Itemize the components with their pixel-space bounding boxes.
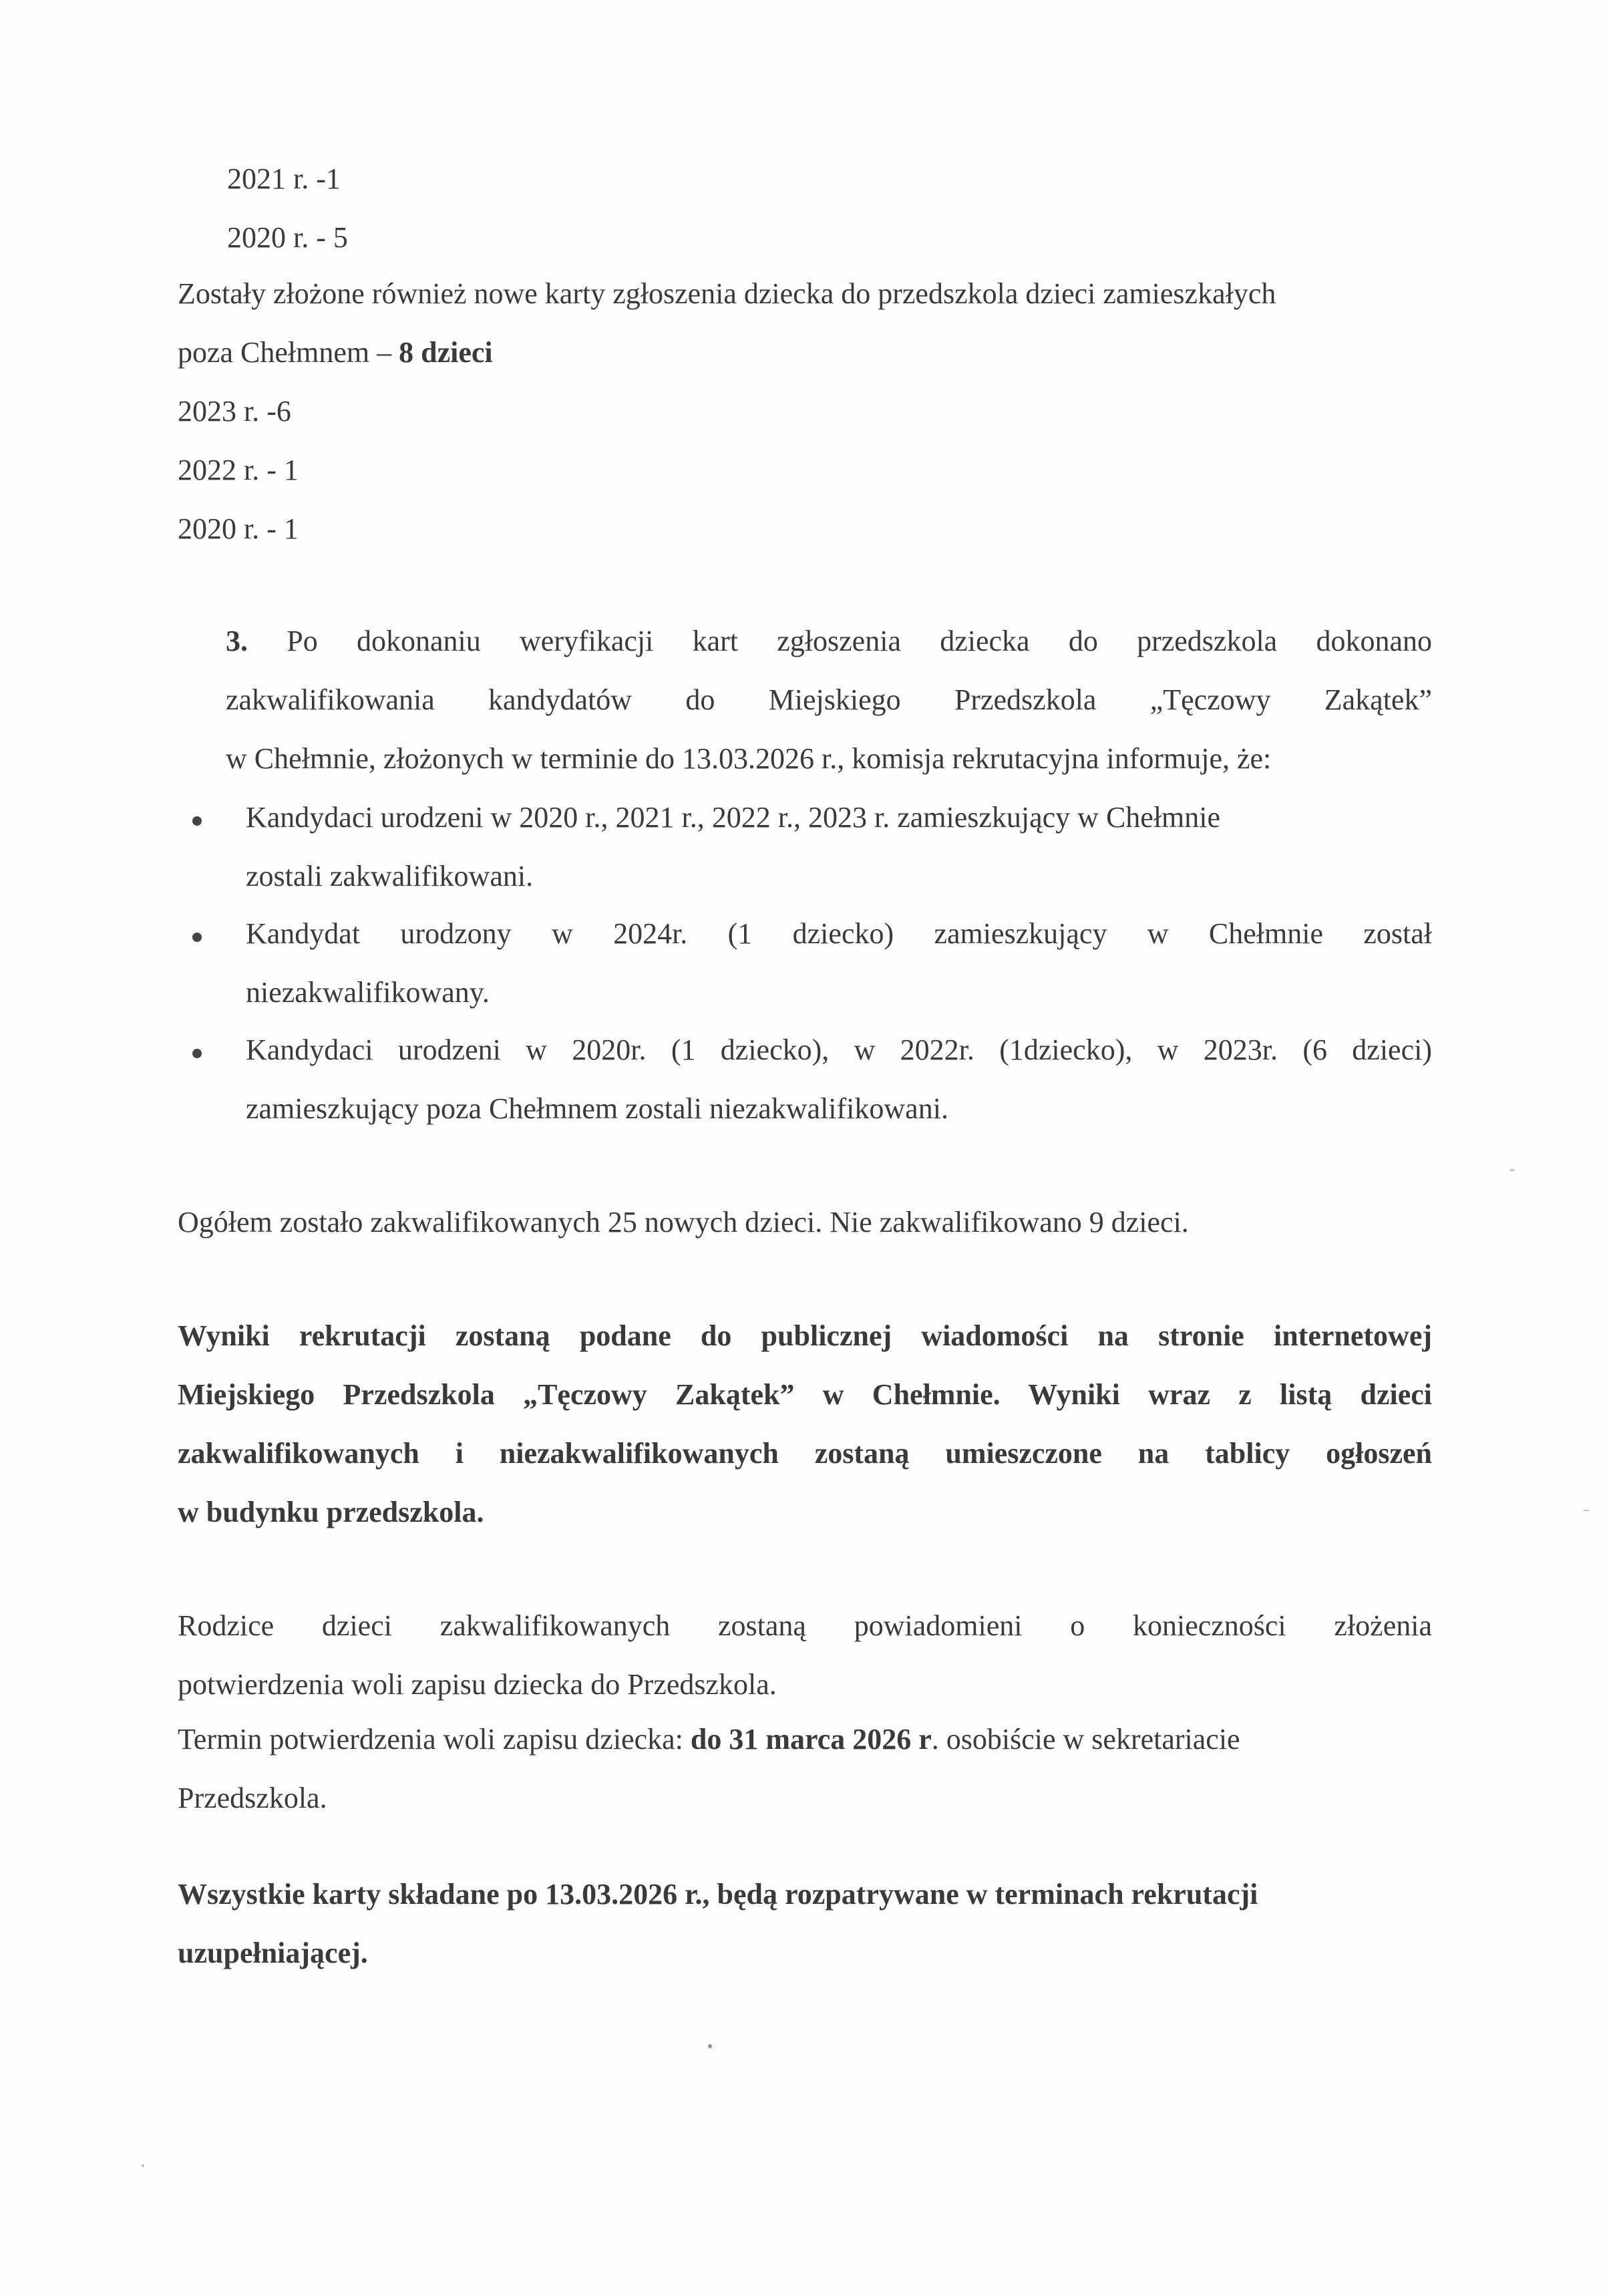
bullet2-line2: niezakwalifikowany. [246,976,490,1009]
deadline-suffix: . osobiście w sekretariacie [931,1723,1240,1756]
section3-number: 3. [226,625,248,657]
outside-intro-count: 8 dzieci [399,336,493,369]
bullet3-line2: zamieszkujący poza Chełmnem zostali niezakwalifikowani. [246,1092,948,1125]
section3-line3: w Chełmnie, złożonych w terminie do 13.03.2026 r., komisja rekrutacyjna informuje, że: [226,742,1272,775]
final-notice-line2: uzupełniającej. [178,1937,368,1969]
section3-text: Po dokonaniu weryfikacji kart zgłoszenia dziecka do przedszkola dokonano [287,625,1432,657]
year-count-2020: 2020 r. - 5 [227,221,348,254]
parents-line1: Rodzice dzieci zakwalifikowanych zostaną powiadomieni o konieczności złożenia [178,1609,1432,1642]
final-notice-line1: Wszystkie karty składane po 13.03.2026 r., będą rozpatrywane w terminach rekrutacji [178,1878,1258,1911]
year-count-2021: 2021 r. -1 [227,162,341,195]
results-notice-line2: Miejskiego Przedszkola „Tęczowy Zakątek” w Chełmnie. Wyniki wraz z listą dzieci [178,1378,1432,1411]
deadline-date: do 31 marca 2026 r [690,1723,932,1756]
bullet-icon [192,933,202,942]
bullet-icon [192,816,202,826]
bullet3-line1: Kandydaci urodzeni w 2020r. (1 dziecko), w 2022r. (1dziecko), w 2023r. (6 dzieci) [246,1033,1432,1066]
deadline-prefix: Termin potwierdzenia woli zapisu dziecka: [178,1723,691,1756]
bullet-icon [192,1049,202,1058]
outside-year-2023: 2023 r. -6 [178,395,291,428]
scan-speck [1509,1169,1515,1171]
parents-line4: Przedszkola. [178,1782,327,1814]
outside-year-2020: 2020 r. - 1 [178,512,299,545]
outside-intro-prefix: poza Chełmnem – [178,336,399,369]
outside-year-2022: 2022 r. - 1 [178,454,299,486]
scan-speck [708,2044,712,2048]
results-notice-line1: Wyniki rekrutacji zostaną podane do publicznej wiadomości na stronie internetowej [178,1319,1432,1352]
outside-intro-line1: Zostały złożone również nowe karty zgłoszenia dziecka do przedszkola dzieci zamieszkałych [178,277,1276,310]
scan-speck [1583,1510,1590,1511]
bullet1-line2: zostali zakwalifikowani. [246,860,534,892]
scan-speck [142,2164,144,2167]
summary: Ogółem zostało zakwalifikowanych 25 nowych dzieci. Nie zakwalifikowano 9 dzieci. [178,1206,1189,1239]
bullet2-line1: Kandydat urodzony w 2024r. (1 dziecko) zamieszkujący w Chełmnie został [246,917,1432,950]
section3-line1 [226,623,1432,660]
results-notice-line3: zakwalifikowanych i niezakwalifikowanych zostaną umieszczone na tablicy ogłoszeń [178,1437,1432,1470]
parents-line2: potwierdzenia woli zapisu dziecka do Przedszkola. [178,1668,777,1701]
section3-line2: zakwalifikowania kandydatów do Miejskiego Przedszkola „Tęczowy Zakątek” [226,683,1432,716]
results-notice-line4: w budynku przedszkola. [178,1496,484,1528]
parents-line3 [178,1721,1240,1758]
outside-intro-line2 [178,334,493,371]
bullet1-line1: Kandydaci urodzeni w 2020 r., 2021 r., 2022 r., 2023 r. zamieszkujący w Chełmnie [246,801,1221,834]
